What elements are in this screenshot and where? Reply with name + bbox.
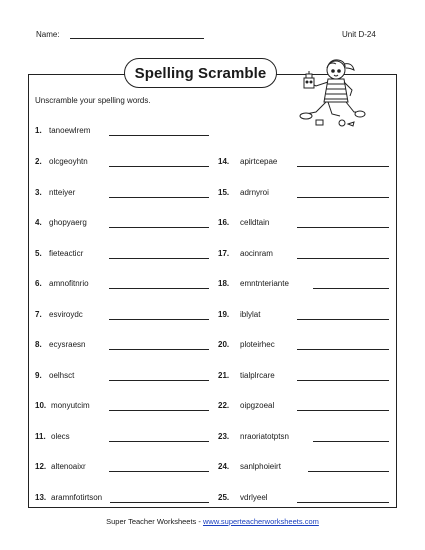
- item-number: 12.: [35, 462, 47, 471]
- list-item: [218, 371, 393, 383]
- answer-line[interactable]: [109, 197, 209, 198]
- scrambled-word: amnofitnrio: [49, 279, 89, 288]
- list-item: [218, 218, 393, 230]
- item-number: 6.: [35, 279, 42, 288]
- answer-line[interactable]: [109, 227, 209, 228]
- list-item: [35, 126, 215, 138]
- item-number: 11.: [35, 432, 46, 441]
- scrambled-word: fieteacticr: [49, 249, 84, 258]
- list-item: [35, 310, 215, 322]
- scrambled-word: tanoewlrem: [49, 126, 91, 135]
- item-number: 25.: [218, 493, 230, 502]
- answer-line[interactable]: [313, 441, 389, 442]
- list-item: [218, 188, 393, 200]
- answer-line[interactable]: [297, 258, 389, 259]
- scrambled-word: celldtain: [240, 218, 270, 227]
- answer-line[interactable]: [297, 502, 389, 503]
- list-item: [218, 157, 393, 169]
- footer-link[interactable]: www.superteacherworksheets.com: [202, 517, 319, 526]
- list-item: [35, 218, 215, 230]
- scrambled-word: olecs: [51, 432, 70, 441]
- answer-line[interactable]: [313, 288, 389, 289]
- list-item: [35, 462, 215, 474]
- item-number: 23.: [218, 432, 230, 441]
- list-item: [218, 432, 393, 444]
- list-item: [35, 188, 215, 200]
- list-item: [218, 310, 393, 322]
- scrambled-word: nraoriatotptsn: [240, 432, 289, 441]
- scrambled-word: iblylat: [240, 310, 261, 319]
- list-item: [218, 279, 393, 291]
- item-number: 22.: [218, 401, 230, 410]
- answer-line[interactable]: [109, 349, 209, 350]
- answer-line[interactable]: [109, 410, 209, 411]
- item-number: 14.: [218, 157, 230, 166]
- list-item: [218, 462, 393, 474]
- answer-line[interactable]: [109, 471, 209, 472]
- answer-line[interactable]: [109, 380, 209, 381]
- answer-line[interactable]: [297, 380, 389, 381]
- list-item: [218, 493, 393, 505]
- item-number: 4.: [35, 218, 42, 227]
- list-item: [35, 249, 215, 261]
- footer: [0, 517, 425, 526]
- item-number: 2.: [35, 157, 42, 166]
- item-number: 17.: [218, 249, 230, 258]
- scrambled-word: olcgeoyhtn: [49, 157, 88, 166]
- unit-label: Unit D-24: [342, 30, 376, 39]
- scrambled-word: aramnfotirtson: [51, 493, 103, 502]
- answer-line[interactable]: [109, 288, 209, 289]
- scrambled-word: vdrlyeel: [240, 493, 268, 502]
- scrambled-word: ghopyaerg: [49, 218, 87, 227]
- list-item: [35, 493, 215, 505]
- item-number: 10.: [35, 401, 47, 410]
- item-number: 16.: [218, 218, 230, 227]
- scrambled-word: ecysraesn: [49, 340, 86, 349]
- answer-line[interactable]: [297, 197, 389, 198]
- answer-line[interactable]: [297, 227, 389, 228]
- item-number: 5.: [35, 249, 42, 258]
- scrambled-word: apirtcepae: [240, 157, 278, 166]
- scrambled-word: altenoaixr: [51, 462, 86, 471]
- item-number: 7.: [35, 310, 42, 319]
- list-item: [35, 432, 215, 444]
- page-title: Spelling Scramble: [134, 64, 267, 82]
- list-item: [35, 401, 215, 413]
- list-item: [218, 401, 393, 413]
- item-number: 18.: [218, 279, 230, 288]
- item-number: 9.: [35, 371, 42, 380]
- scrambled-word: ploteirhec: [240, 340, 275, 349]
- item-number: 20.: [218, 340, 230, 349]
- answer-line[interactable]: [297, 166, 389, 167]
- list-item: [35, 157, 215, 169]
- scrambled-word: aocinram: [240, 249, 273, 258]
- scrambled-word: oipgzoeal: [240, 401, 275, 410]
- item-number: 21.: [218, 371, 230, 380]
- item-number: 3.: [35, 188, 42, 197]
- answer-line[interactable]: [109, 135, 209, 136]
- answer-line[interactable]: [297, 319, 389, 320]
- kid-with-robot-illustration: [296, 56, 366, 132]
- item-number: 13.: [35, 493, 47, 502]
- list-item: [218, 249, 393, 261]
- scrambled-word: oelhsct: [49, 371, 75, 380]
- item-number: 24.: [218, 462, 230, 471]
- answer-line[interactable]: [109, 441, 209, 442]
- title-banner: [124, 58, 277, 88]
- scrambled-word: emntnteriante: [240, 279, 289, 288]
- list-item: [35, 279, 215, 291]
- scrambled-word: adrnyroi: [240, 188, 269, 197]
- list-item: [218, 340, 393, 352]
- scrambled-word: ntteiyer: [49, 188, 76, 197]
- scrambled-word: esviroydc: [49, 310, 83, 319]
- answer-line[interactable]: [109, 319, 209, 320]
- scrambled-word: tialplrcare: [240, 371, 275, 380]
- answer-line[interactable]: [110, 502, 209, 503]
- item-number: 15.: [218, 188, 230, 197]
- footer-text: Super Teacher Worksheets -: [106, 517, 203, 526]
- answer-line[interactable]: [109, 166, 209, 167]
- answer-line[interactable]: [109, 258, 209, 259]
- answer-line[interactable]: [297, 410, 389, 411]
- list-item: [35, 340, 215, 352]
- answer-line[interactable]: [297, 349, 389, 350]
- item-number: 19.: [218, 310, 230, 319]
- item-number: 8.: [35, 340, 42, 349]
- name-label: Name:: [36, 30, 60, 39]
- answer-line[interactable]: [308, 471, 389, 472]
- name-line: [70, 38, 204, 39]
- scrambled-word: sanlphoieirt: [240, 462, 281, 471]
- item-number: 1.: [35, 126, 42, 135]
- instructions: Unscramble your spelling words.: [35, 96, 151, 105]
- scrambled-word: monyutcim: [51, 401, 90, 410]
- list-item: [35, 371, 215, 383]
